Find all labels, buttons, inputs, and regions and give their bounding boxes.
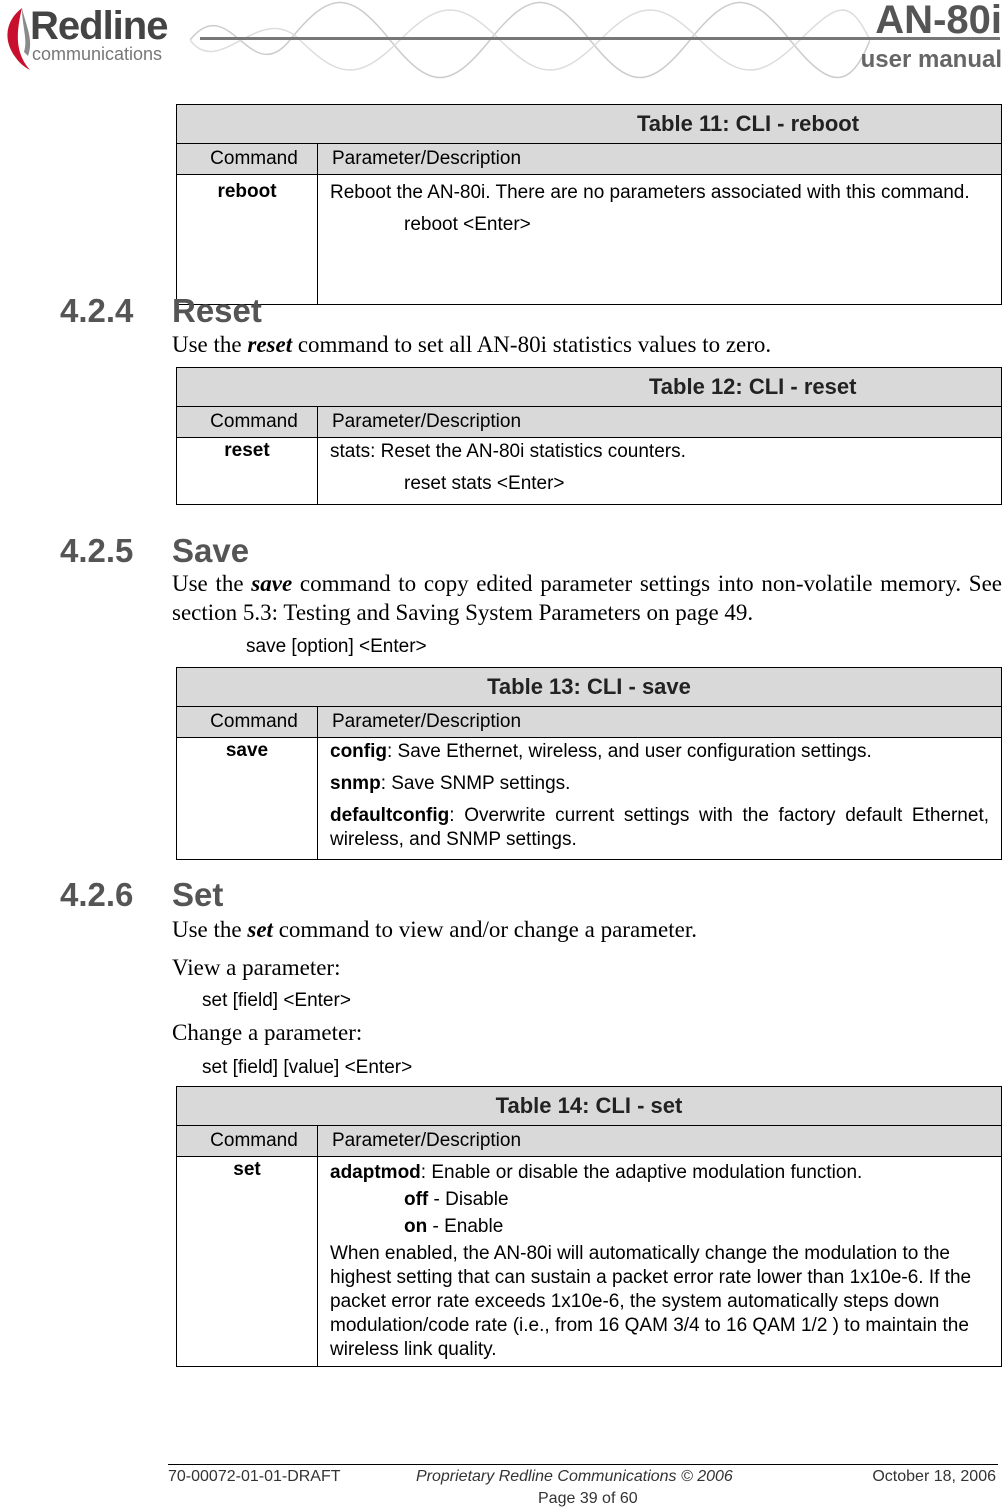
command-description: Reboot the AN-80i. There are no parameters associated with this command.: [330, 182, 970, 203]
section-title: Set: [172, 876, 224, 913]
command-usage: reset stats <Enter>: [404, 473, 565, 494]
table-caption: Table 14: CLI - set: [177, 1087, 1002, 1126]
command-keyword: reset: [247, 332, 293, 357]
column-header-parameter: Parameter/Description: [318, 407, 1002, 438]
header-wave-decoration: [190, 0, 870, 80]
value-on: [330, 1215, 989, 1239]
command-cell: reboot: [177, 175, 318, 305]
command-cell: save: [177, 738, 318, 860]
adaptmod-note: When enabled, the AN-80i will automatically change the modulation to the highest setting that can sustain a packet error rate lower than 1x10e-6. If the packet error rate exceeds 1x10e-6, the system automatically steps down modulation/code rate (i.e., from 16 QAM 3/4 to 16 QAM 1/2 ) to maintain the wireless link quality.: [330, 1243, 972, 1360]
command-description: stats: Reset the AN-80i statistics counters.: [330, 441, 686, 462]
table-caption: Table 12: CLI - reset: [177, 368, 1002, 407]
command-usage: reboot <Enter>: [404, 214, 531, 235]
paragraph-text: Use the: [172, 332, 248, 357]
section-title: Reset: [172, 292, 262, 329]
column-header-command: Command: [177, 144, 318, 175]
table-cli-set: [176, 1086, 1002, 1367]
brand-name: Redline: [30, 4, 168, 48]
option-description: : Enable or disable the adaptive modulation function.: [420, 1162, 863, 1183]
section-number: 4.2.5: [60, 532, 134, 569]
footer-page-number: Page 39 of 60: [538, 1490, 638, 1507]
option-description: : Save SNMP settings.: [380, 773, 571, 794]
paragraph-text: command to copy edited parameter settings into non-volatile memory. See section 5.3: Testing and Saving System Parameters on page 49.: [172, 571, 1002, 625]
section-title: Save: [172, 532, 250, 569]
option-key: defaultconfig: [330, 805, 450, 826]
option-config: [330, 740, 989, 764]
footer-doc-id: 70-00072-01-01-DRAFT: [168, 1468, 341, 1485]
footer-rule: [168, 1464, 998, 1465]
option-key: config: [330, 741, 387, 762]
command-cell: reset: [177, 438, 318, 505]
table-cli-reboot: [176, 104, 1002, 305]
value-off: [330, 1188, 989, 1212]
column-header-command: Command: [177, 1126, 318, 1157]
value-description: - Disable: [428, 1189, 509, 1210]
option-description: : Save Ethernet, wireless, and user configuration settings.: [387, 741, 872, 762]
footer-proprietary: Proprietary Redline Communications © 2006: [416, 1468, 733, 1485]
table-cli-reset: [176, 367, 1002, 505]
command-keyword: save: [251, 571, 293, 596]
command-usage: save [option] <Enter>: [246, 636, 427, 657]
table-caption: Table 11: CLI - reboot: [177, 105, 1002, 144]
section-number: 4.2.6: [60, 876, 134, 913]
command-cell: set: [177, 1157, 318, 1367]
section-number: 4.2.4: [60, 292, 134, 329]
table-cli-save: [176, 667, 1002, 860]
product-title: AN-80i: [875, 0, 1002, 42]
document-type: user manual: [860, 46, 1002, 73]
view-usage: set [field] <Enter>: [202, 990, 351, 1011]
value-key: on: [404, 1216, 428, 1237]
column-header-command: Command: [177, 707, 318, 738]
section-paragraph: [172, 569, 1002, 627]
column-header-command: Command: [177, 407, 318, 438]
option-description: : Overwrite current settings with the factory default Ethernet, wireless, and SNMP settings.: [330, 805, 989, 850]
column-header-parameter: Parameter/Description: [318, 144, 1002, 175]
column-header-parameter: Parameter/Description: [318, 1126, 1002, 1157]
option-key: snmp: [330, 773, 381, 794]
paragraph-text: Use the: [172, 917, 248, 942]
paragraph-text: command to set all AN-80i statistics values to zero.: [292, 332, 772, 357]
section-paragraph: [172, 915, 1002, 944]
paragraph-text: Use the: [172, 571, 252, 596]
option-adaptmod: [330, 1161, 989, 1185]
brand-subtitle: communications: [32, 44, 163, 64]
option-defaultconfig: [330, 804, 989, 852]
option-key: adaptmod: [330, 1162, 421, 1183]
view-parameter-label: View a parameter:: [172, 955, 341, 980]
value-description: - Enable: [427, 1216, 504, 1237]
table-caption: Table 13: CLI - save: [177, 668, 1002, 707]
option-snmp: [330, 772, 989, 796]
change-usage: set [field] [value] <Enter>: [202, 1057, 413, 1078]
footer-date: October 18, 2006: [872, 1468, 996, 1485]
section-paragraph: [172, 330, 1002, 359]
paragraph-text: command to view and/or change a parameter.: [272, 917, 697, 942]
change-parameter-label: Change a parameter:: [172, 1020, 363, 1045]
column-header-parameter: Parameter/Description: [318, 707, 1002, 738]
command-keyword: set: [247, 917, 273, 942]
value-key: off: [404, 1189, 429, 1210]
